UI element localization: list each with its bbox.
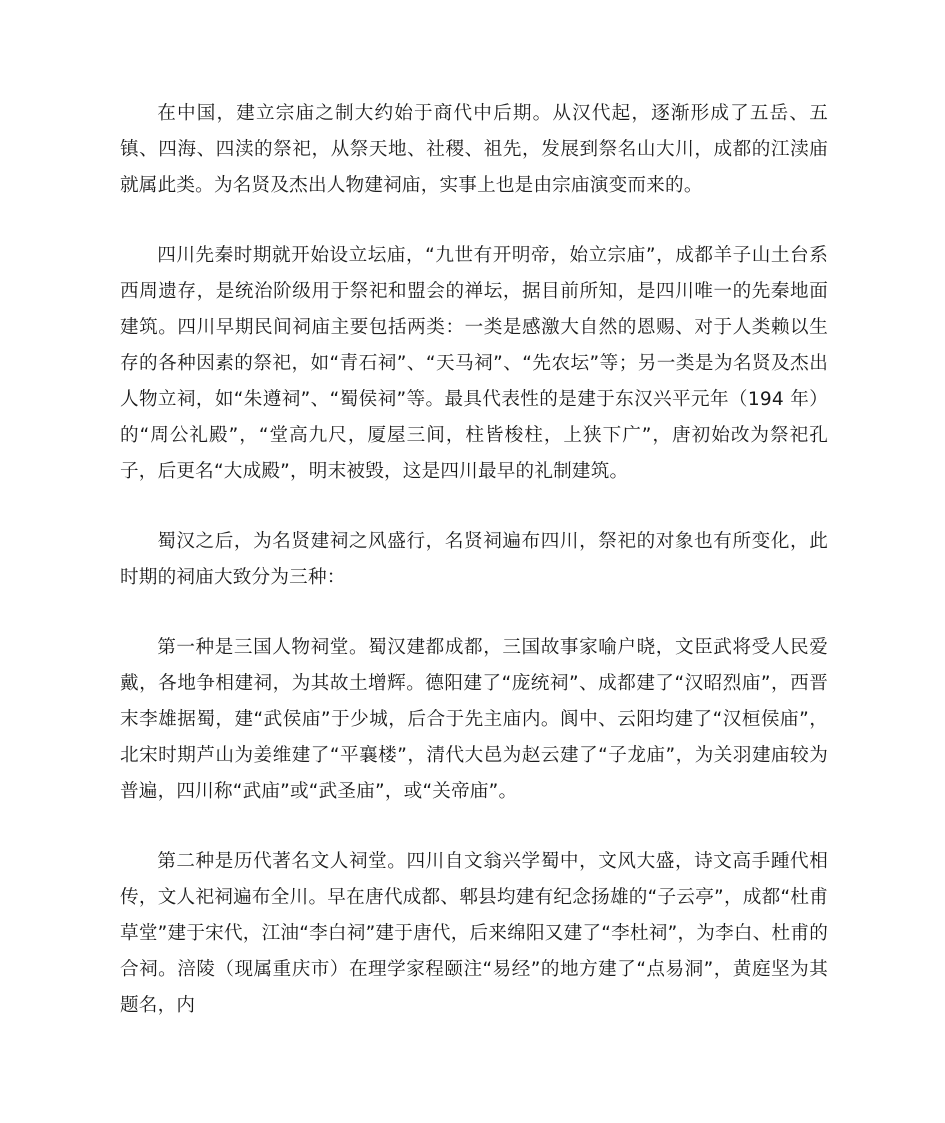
paragraph-2: 四川先秦时期就开始设立坛庙，“九世有开明帝，始立宗庙”，成都羊子山土台系西周遗存，是统治阶级用于祭祀和盟会的禅坛，据目前所知，是四川唯一的先秦地面建筑。四川早期民间祠庙主要包括两类：一类是感激大自然的恩赐、对于人类赖以生存的各种因素的祭祀，如“青石祠”、“天马祠”、“先农坛”等；另一类是为名贤及杰出人物立祠，如“朱遵祠”、“蜀侯祠”等。最具代表性的是建于东汉兴平元年（194 年）的“周公礼殿”，“堂高九尺，厦屋三间，柱皆梭柱，上狭下广”，唐初始改为祭祀孔子，后更名“大成殿”，明末被毁，这是四川最早的礼制建筑。 <box>120 245 828 482</box>
paragraph-4: 第一种是三国人物祠堂。蜀汉建都成都，三国故事家喻户晓，文臣武将受人民爱戴，各地争相建祠，为其故土增辉。德阳建了“庞统祠”、成都建了“汉昭烈庙”，西晋末李雄据蜀，建“武侯庙”于少城，后合于先主庙内。阆中、云阳均建了“汉桓侯庙”，北宋时期芦山为姜维建了“平襄楼”，清代大邑为赵云建了“子龙庙”，为关羽建庙较为普遍，四川称“武庙”或“武圣庙”，或“关帝庙”。 <box>120 637 828 802</box>
paragraph-3: 蜀汉之后，为名贤建祠之风盛行，名贤祠遍布四川，祭祀的对象也有所变化，此时期的祠庙大致分为三种： <box>120 531 828 588</box>
paragraph-5: 第二种是历代著名文人祠堂。四川自文翁兴学蜀中，文风大盛，诗文高手踵代相传，文人祀祠遍布全川。早在唐代成都、郫县均建有纪念扬雄的“子云亭”，成都“杜甫草堂”建于宋代，江油“李白祠”建于唐代，后来绵阳又建了“李杜祠”，为李白、杜甫的合祠。涪陵（现属重庆市）在理学家程颐注“易经”的地方建了“点易洞”，黄庭坚为其题名，内 <box>120 851 828 1016</box>
paragraph-1: 在中国，建立宗庙之制大约始于商代中后期。从汉代起，逐渐形成了五岳、五镇、四海、四渎的祭祀，从祭天地、社稷、祖先，发展到祭名山大川，成都的江渎庙就属此类。为名贤及杰出人物建祠庙，实事上也是由宗庙演变而来的。 <box>120 103 828 196</box>
document-body <box>120 96 828 1024</box>
